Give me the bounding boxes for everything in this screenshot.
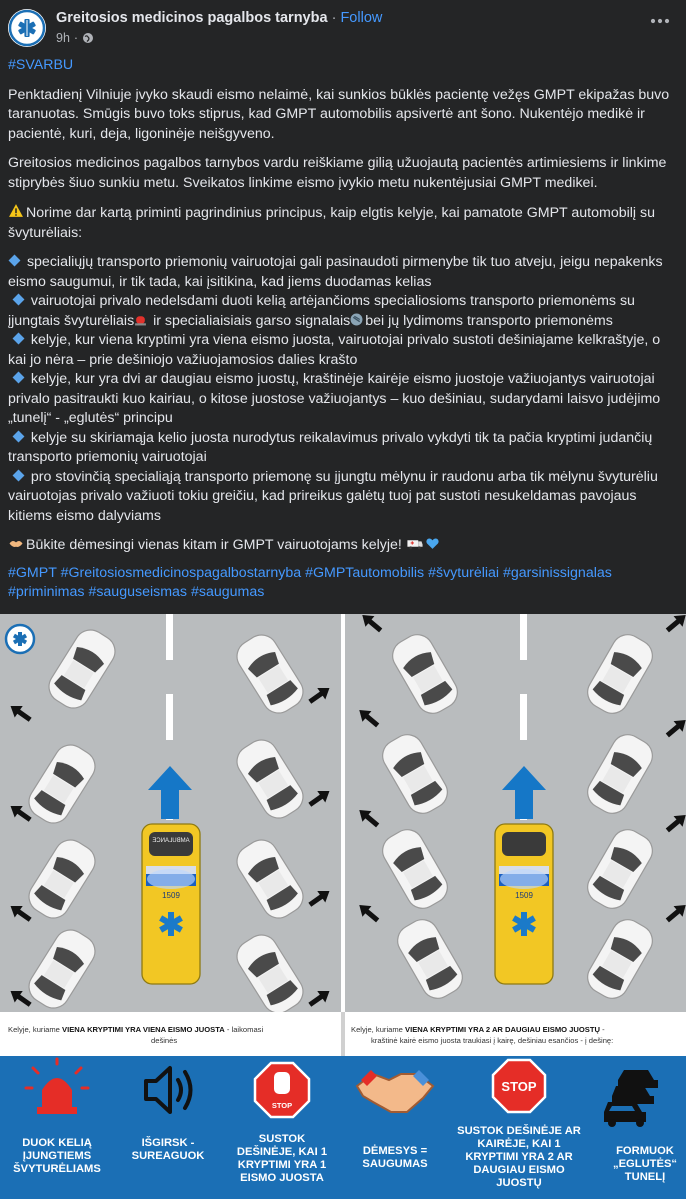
icon-label-give-way-3: ŠVYTURĖLIAMS: [13, 1163, 101, 1175]
list-item: [8, 371, 660, 426]
caption-left-part2: - laikomasi: [224, 1025, 264, 1034]
icon-label-stop-lanes-2: KAIRĖJE, KAI 1: [477, 1138, 561, 1150]
icon-label-tunnel: FORMUOK: [616, 1145, 674, 1157]
stop-sign-icon: [255, 1063, 309, 1117]
post-text: [8, 56, 680, 613]
bullet-text: vairuotojai privalo nedelsdami duoti kelią artėjančioms specialiosioms transporto priemonėms su įjungtais švyturėliais: [8, 293, 635, 329]
bullet-text: kelyje su skiriamąja kelio juosta nurodytus reikalavimus privalo vykdyti tik ta pačia kryptimi judančių transporto priemonių vairuotojai: [8, 429, 653, 465]
list-item: [8, 469, 658, 524]
icon-label-give-way: DUOK KELIĄ: [22, 1137, 92, 1149]
globe-icon: [82, 32, 94, 44]
icon-label-stop-lanes-4: DAUGIAU EISMO: [473, 1164, 565, 1176]
caption-right: [351, 1025, 605, 1034]
ambulance-emoji-icon: [406, 537, 424, 550]
page-name-line: [56, 10, 382, 26]
stop-sign-text: STOP: [501, 1079, 537, 1094]
icon-label-stop-right-3: KRYPTIMI YRA 1: [237, 1159, 327, 1171]
hashtag[interactable]: #GMPTautomobilis: [305, 564, 425, 581]
icon-label-attention: DĖMESYS =: [362, 1145, 428, 1157]
icon-label-stop-lanes-3: KRYPTIMI YRA 2 AR: [465, 1151, 573, 1163]
stop-sign-icon: [493, 1060, 545, 1112]
sound-emoji-icon: [350, 313, 363, 326]
list-item: [8, 430, 652, 466]
post-header: [0, 0, 686, 52]
blue-diamond-icon: [8, 254, 21, 267]
bullet-text: ir specialiaisiais garso signalais: [149, 312, 351, 329]
list-item: [8, 293, 635, 329]
ambulance-mirror-text: AMBULANCE: [152, 838, 190, 844]
list-item: [8, 254, 663, 290]
gmpt-logo-icon: [6, 625, 34, 653]
closing-text: Būkite dėmesingi vienas kitam ir GMPT vairuotojams kelyje!: [26, 537, 402, 553]
separator-dot: ·: [331, 10, 337, 26]
bullet-list: [8, 253, 680, 526]
post-time[interactable]: 9h: [56, 31, 70, 45]
hashtag[interactable]: #garsinissignalas: [503, 564, 612, 581]
hashtag[interactable]: #Greitosiosmedicinospagalbostarnyba: [60, 564, 302, 581]
bullet-text: kelyje, kur viena kryptimi yra viena eismo juosta, vairuotojai privalo sustoti dešiniajame kelkraštyje, o kai jo nėra – prie dešiniojo važiuojamosios dalies krašto: [8, 332, 661, 368]
closing-line: [8, 536, 680, 556]
hashtag[interactable]: #GMPT: [8, 564, 57, 581]
icon-label-stop-right-4: EISMO JUOSTA: [240, 1172, 324, 1184]
icon-label-hear-2: SUREAGUOK: [131, 1150, 205, 1162]
blue-diamond-icon: [12, 332, 25, 345]
stop-sign-text: STOP: [271, 1101, 293, 1110]
icon-label-attention-2: SAUGUMAS: [362, 1158, 428, 1170]
caption-right-part1: Kelyje, kuriame: [351, 1025, 406, 1034]
meta-dot: ·: [73, 31, 79, 45]
icon-label-stop-right: SUSTOK: [258, 1133, 306, 1145]
icon-label-stop-lanes-5: JUOSTŲ: [496, 1177, 542, 1189]
handshake-emoji-icon: [8, 537, 24, 550]
hashtag-svarbu[interactable]: #SVARBU: [8, 57, 74, 73]
bullet-text: kelyje, kur yra dvi ar daugiau eismo juostų, kraštinėje kairėje eismo juostoje važiuojantys vairuotojai privalo pasitraukti kuo kairiau, o kitose juostose važiuojantys – kuo dešiniau, sudarydami laisvo judėjimo „tunelį“ - „eglutės“ principu: [8, 371, 661, 426]
icon-label-stop-right-2: DEŠINĖJE, KAI 1: [236, 1146, 328, 1158]
caption-left-bold: VIENA KRYPTIMI YRA VIENA EISMO JUOSTA: [62, 1025, 225, 1034]
paragraph-principles: [8, 203, 680, 243]
hashtag-list: [8, 564, 680, 603]
blue-diamond-icon: [12, 469, 25, 482]
icon-label-tunnel-3: TUNELĮ: [624, 1171, 666, 1183]
page-avatar[interactable]: [8, 9, 46, 47]
caption-left-box: [0, 1012, 341, 1056]
caption-right-part2: -: [599, 1025, 605, 1034]
ambulance-number: 1509: [162, 891, 180, 900]
icon-label-hear: IŠGIRSK -: [141, 1137, 195, 1149]
caption-right-bold: VIENA KRYPTIMI YRA 2 AR DAUGIAU EISMO JUOSTŲ: [405, 1025, 600, 1034]
bullet-text: pro stovinčią specialiąją transporto priemonę su įjungtu mėlynu ir raudonu arba tik mėlynu švyturėliu vairuotojas privalo važiuoti tokiu greičiu, kad prireikus galėtų tuoj pat sustoti nesukeldamas pavojaus kitiems eismo dalyviams: [8, 468, 658, 524]
icon-label-tunnel-2: „EGLUTĖS“: [612, 1158, 678, 1170]
follow-button[interactable]: Follow: [340, 10, 383, 26]
caption-right-line2: kraštinė kairė eismo juosta traukiasi į kairę, dešiniau esančios - į dešinę:: [371, 1036, 614, 1045]
hashtag[interactable]: #saugumas: [190, 584, 265, 600]
ambulance-number: 1509: [515, 891, 533, 900]
paragraph-condolences: Greitosios medicinos pagalbos tarnybos vardu reiškiame gilią užuojautą pacientės artimiesiems ir linkime stiprybės šiuo sunkiu metu. Sveikatos linkime eismo įvykio metu nukentėjusiai GMPT medikei.: [8, 155, 667, 191]
list-item: [8, 332, 660, 368]
panel-divider: [341, 614, 345, 1012]
page-name-link[interactable]: Greitosios medicinos pagalbos tarnyba: [56, 10, 328, 26]
more-options-icon[interactable]: [648, 13, 672, 29]
blue-diamond-icon: [12, 430, 25, 443]
caption-left-part1: Kelyje, kuriame: [8, 1025, 63, 1034]
blue-heart-icon: [426, 537, 439, 550]
ambulance-right: [495, 824, 553, 984]
caption-left: [8, 1025, 263, 1034]
blue-diamond-icon: [12, 371, 25, 384]
caption-right-box: [345, 1012, 686, 1056]
icon-label-stop-lanes: SUSTOK DEŠINĖJE AR: [457, 1125, 581, 1137]
ambulance-left: [142, 824, 200, 984]
hashtag[interactable]: #priminimas: [8, 584, 85, 600]
hashtag[interactable]: #sauguseismas: [88, 584, 188, 600]
star-of-life-logo-icon: [8, 9, 46, 47]
bullet-text: specialiųjų transporto priemonių vairuotojai gali pasinaudoti pirmenybe tik tuo atveju, jeigu nepakenks eismo saugumui, ir tik tada, kai įsitikina, kad jiems duodamas kelias: [8, 254, 663, 290]
caption-left-line2: dešinės: [151, 1036, 178, 1045]
hashtag[interactable]: #švyturėliai: [428, 564, 500, 581]
icon-label-give-way-2: ĮJUNGTIEMS: [22, 1150, 92, 1162]
bullet-text: bei jų lydimoms transporto priemonėms: [365, 312, 613, 329]
post-meta: [56, 31, 94, 45]
principles-text: Norime dar kartą priminti pagrindinius principus, kaip elgtis kelyje, kai pamatote GMPT automobilį su švyturėliais:: [8, 205, 655, 241]
warning-icon: [8, 203, 24, 218]
icon-banner: [0, 1056, 686, 1199]
paragraph-accident: Penktadienį Vilniuje įvyko skaudi eismo nelaimė, kai sunkios būklės pacientę vežęs GMPT ekipažas buvo taranuotas. Smūgis buvo toks stiprus, kad GMPT automobilis apsivertė ant šono. Nukentėjo medikė ir pacientė, kuri, deja, ligoninėje neišgyveno.: [8, 86, 670, 142]
siren-emoji-icon: [134, 313, 147, 326]
post-image[interactable]: [0, 614, 686, 1199]
blue-diamond-icon: [12, 293, 25, 306]
